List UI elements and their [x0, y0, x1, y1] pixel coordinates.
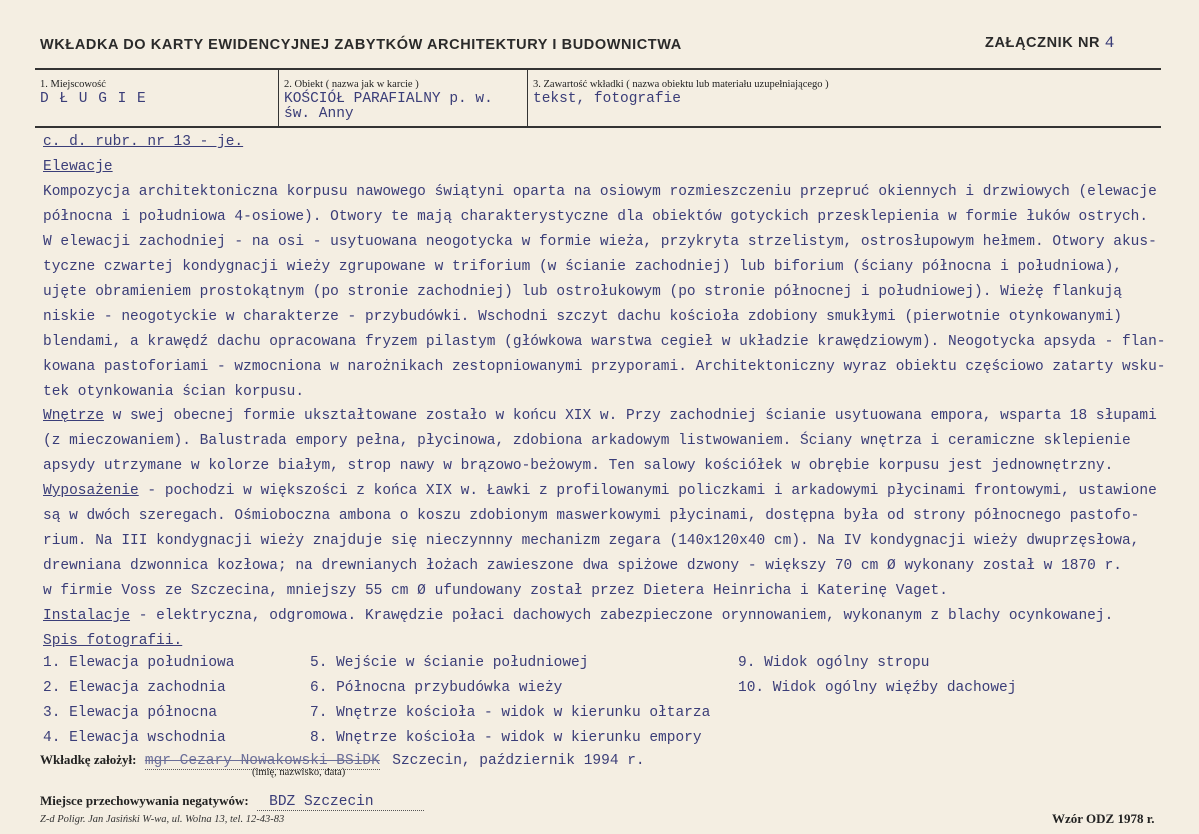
table-divider-2 [527, 70, 528, 126]
attachment-label [985, 34, 1115, 52]
author-hint: (imię, nazwisko, data) [252, 767, 346, 778]
photo-list-item: 2. Elewacja zachodnia [43, 680, 226, 696]
content-label: 3. Zawartość wkładki ( nazwa obiektu lub materiału uzupełniającego ) [533, 79, 829, 90]
elewacje-line: niskie - neogotyckie w charakterze - przybudówki. Wschodni szczyt dachu kościoła zdobiony smukłymi (pierwotnie otynkowanymi) [43, 309, 1122, 325]
wnetrze-first-text: w swej obecnej formie ukształtowane zostało w końcu XIX w. Przy zachodniej ścianie usytuowana empora, wsparta 18 słupami [103, 408, 1157, 424]
instalacje-text: - elektryczna, odgromowa. Krawędzie połaci dachowych zabezpieczone orynnowaniem, wykonanym z blachy ocynkowanej. [130, 608, 1114, 624]
wnetrze-first-line [43, 408, 1157, 424]
photo-list-item: 8. Wnętrze kościoła - widok w kierunku empory [310, 730, 702, 746]
elewacje-line: tek otynkowania ścian korpusu. [43, 384, 305, 400]
elewacje-line: W elewacji zachodniej - na osi - usytuowana neogotycka w formie wieża, przykryta strzelistym, ostrosłupowym hełmem. Otwory akus- [43, 234, 1157, 250]
table-bottom-border [35, 126, 1161, 128]
photo-list-item: 1. Elewacja południowa [43, 655, 235, 671]
section-heading-wyposazenie: Wyposażenie [43, 483, 139, 499]
wyposazenie-line: drewniana dzwonnica kozłowa; na drewnianych łożach zawieszone dwa spiżowe dzwony - większy 70 cm Ø wykonany został w 1870 r. [43, 558, 1122, 574]
table-divider-1 [278, 70, 279, 126]
section-heading-instalacje: Instalacje [43, 608, 131, 624]
form-code: Wzór ODZ 1978 r. [1052, 811, 1155, 826]
wyposazenie-line: w firmie Voss ze Szczecina, mniejszy 55 cm Ø ufundowany został przez Dietera Heinricha i Katerinę Vaget. [43, 583, 948, 599]
photo-list-item: 7. Wnętrze kościoła - widok w kierunku ołtarza [310, 705, 711, 721]
table-top-border [35, 68, 1161, 70]
printer-info: Z-d Poligr. Jan Jasiński W-wa, ul. Wolna 13, tel. 12-43-83 [40, 814, 285, 825]
elewacje-line: ujęte obramieniem prostokątnym (po stronie zachodniej) lub ostrołukowym (po stronie północnej i południowej). Wieżę flankują [43, 284, 1122, 300]
object-label: 2. Obiekt ( nazwa jak w karcie ) [284, 79, 419, 90]
photo-list-item: 5. Wejście w ścianie południowej [310, 655, 589, 671]
place-value: D Ł U G I E [40, 91, 147, 107]
elewacje-line: północna i południowa 4-osiowe). Otwory te mają charakterystyczne dla obiektów gotyckich przesklepienia w formie łuków ostrych. [43, 209, 1149, 225]
photo-list-item: 6. Północna przybudówka wieży [310, 680, 563, 696]
photo-list-item: 3. Elewacja północna [43, 705, 218, 721]
negatives-label: Miejsce przechowywania negatywów: [40, 793, 249, 808]
author-label: Wkładkę założył: [40, 752, 137, 767]
object-value-line-2: św. Anny [284, 106, 354, 122]
section-heading-spis: Spis fotografii. [43, 633, 183, 649]
photo-list-item: 10. Widok ogólny więźby dachowej [738, 680, 1017, 696]
elewacje-line: blendami, a krawędź dachu opracowana fryzem pilastym (główkowa warstwa cegieł w układzie krawędziowym). Neogotycka apsyda - flan- [43, 334, 1166, 350]
author-place-date: Szczecin, październik 1994 r. [392, 753, 645, 769]
content-value: tekst, fotografie [533, 91, 681, 107]
place-label: 1. Miejscowość [40, 79, 106, 90]
negatives-value: BDZ Szczecin [257, 794, 424, 811]
instalacje-line [43, 608, 1113, 624]
attachment-label-text: ZAŁĄCZNIK NR [985, 35, 1101, 51]
continuation-note: c. d. rubr. nr 13 - je. [43, 134, 244, 150]
wnetrze-line: apsydy utrzymane w kolorze białym, strop nawy w brązowo-beżowym. Ten salowy kościółek w obrębie korpusu jest jednownętrzny. [43, 458, 1114, 474]
wnetrze-line: (z mieczowaniem). Balustrada empory pełna, płycinowa, zdobiona arkadowym listwowaniem. Ściany wnętrza i ceramiczne sklepienie [43, 433, 1131, 449]
section-heading-wnetrze: Wnętrze [43, 408, 104, 424]
wyposazenie-line: są w dwóch szeregach. Ośmioboczna ambona o koszu zdobionym maswerkowymi płycinami, dostępna była od strony północnego pastofo- [43, 508, 1140, 524]
section-heading-elewacje: Elewacje [43, 159, 113, 175]
form-title: WKŁADKA DO KARTY EWIDENCYJNEJ ZABYTKÓW ARCHITEKTURY I BUDOWNICTWA [40, 37, 682, 53]
wyposazenie-first-text: - pochodzi w większości z końca XIX w. Ławki z profilowanymi policzkami i arkadowymi płycinami frontowymi, ustawione [138, 483, 1157, 499]
photo-list-item: 4. Elewacja wschodnia [43, 730, 226, 746]
elewacje-line: Kompozycja architektoniczna korpusu nawowego świątyni oparta na osiowym rozmieszczeniu przepruć okiennych i drzwiowych (elewacje [43, 184, 1157, 200]
attachment-number: 4 [1104, 34, 1115, 52]
elewacje-line: kowana pastoforiami - wzmocniona w narożnikach zestopniowanymi przyporami. Architektoniczny wyraz obiektu częściowo zatarty wsku- [43, 359, 1166, 375]
negatives-row [40, 792, 424, 811]
author-value: mgr Cezary Nowakowski BSiDK [144, 753, 380, 769]
object-value-line-1: KOŚCIÓŁ PARAFIALNY p. w. [284, 91, 493, 107]
wyposazenie-line: rium. Na III kondygnacji wieży znajduje się nieczynnny mechanizm zegara (140x120x40 cm). Na IV kondygnacji wieży dwuprzęsłowa, [43, 533, 1140, 549]
elewacje-line: tyczne czwartej kondygnacji wieży zgrupowane w triforium (w ścianie zachodniej) lub biforium (ściany północna i południowa), [43, 259, 1122, 275]
photo-list-item: 9. Widok ogólny stropu [738, 655, 930, 671]
wyposazenie-first-line [43, 483, 1157, 499]
